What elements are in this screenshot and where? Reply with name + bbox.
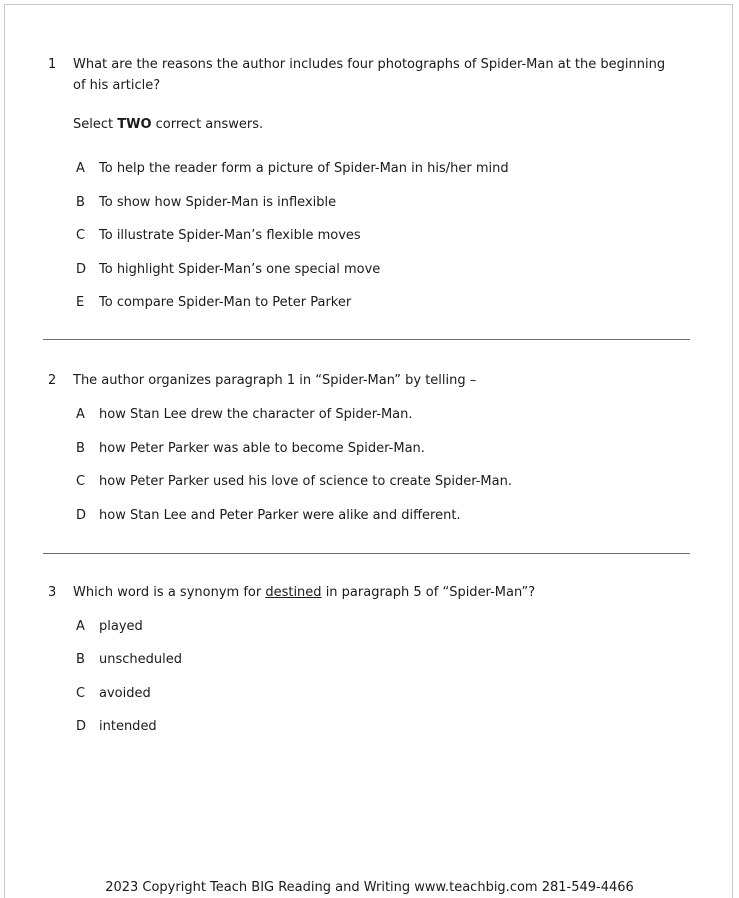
question-text: What are the reasons the author includes four photographs of Spider-Man at the beginning of his article? <box>73 57 666 93</box>
option-letter: A <box>76 161 85 176</box>
answer-option <box>76 225 673 246</box>
question-text <box>73 582 673 603</box>
underlined-word: destined <box>265 585 322 600</box>
question-number: 3 <box>48 585 57 600</box>
footer-copyright: 2023 Copyright Teach BIG Reading and Writing www.teachbig.com 281-549-4466 <box>105 880 634 895</box>
option-letter: A <box>76 618 85 634</box>
option-text: played <box>99 618 143 634</box>
option-letter: D <box>76 719 87 734</box>
answer-option <box>76 716 673 737</box>
answer-option <box>76 471 673 492</box>
question-content <box>73 582 673 750</box>
option-text: To highlight Spider-Man’s one special move <box>99 261 381 277</box>
option-text: To help the reader form a picture of Spider-Man in his/her mind <box>99 161 509 176</box>
select-bold-word: TWO <box>117 117 152 132</box>
answer-options <box>73 404 673 526</box>
answer-option <box>76 192 673 213</box>
section-divider <box>43 339 690 340</box>
option-letter: D <box>76 261 87 277</box>
option-text: how Stan Lee and Peter Parker were alike and different. <box>99 507 461 523</box>
question-text: The author organizes paragraph 1 in “Spider-Man” by telling – <box>73 373 477 388</box>
option-text: To illustrate Spider-Man’s flexible moves <box>99 228 361 243</box>
option-text: how Stan Lee drew the character of Spider-Man. <box>99 407 413 422</box>
option-text: how Peter Parker used his love of science to create Spider-Man. <box>99 474 512 489</box>
question-content <box>73 370 673 538</box>
question-2 <box>48 370 673 538</box>
option-text: intended <box>99 719 157 734</box>
option-text: unscheduled <box>99 652 182 667</box>
option-letter: B <box>76 194 85 210</box>
question-text-suffix: in paragraph 5 of “Spider-Man”? <box>321 585 536 600</box>
answer-option <box>76 649 673 670</box>
option-letter: C <box>76 228 86 243</box>
select-instruction <box>73 114 673 135</box>
answer-option <box>76 683 673 704</box>
question-content <box>73 54 673 326</box>
select-suffix: correct answers. <box>151 117 264 132</box>
section-divider <box>43 553 690 554</box>
option-letter: B <box>76 652 85 667</box>
answer-option <box>76 505 673 526</box>
option-letter: B <box>76 440 85 456</box>
answer-option <box>76 404 673 425</box>
question-text-prefix: Which word is a synonym for <box>73 585 266 600</box>
answer-options <box>73 616 673 738</box>
answer-option <box>76 616 673 637</box>
answer-option <box>76 292 673 313</box>
select-prefix: Select <box>73 117 118 132</box>
question-1 <box>48 54 673 326</box>
question-3 <box>48 582 673 750</box>
option-text: To compare Spider-Man to Peter Parker <box>99 295 352 310</box>
answer-option <box>76 259 673 280</box>
option-letter: D <box>76 507 87 523</box>
answer-option <box>76 438 673 459</box>
question-number: 1 <box>48 57 57 72</box>
option-letter: C <box>76 474 86 489</box>
option-text: To show how Spider-Man is inflexible <box>99 194 337 210</box>
option-letter: A <box>76 407 85 422</box>
question-number: 2 <box>48 373 57 388</box>
option-letter: C <box>76 685 86 701</box>
answer-option <box>76 158 673 179</box>
option-text: avoided <box>99 685 151 701</box>
option-text: how Peter Parker was able to become Spider-Man. <box>99 440 425 456</box>
answer-options <box>73 158 673 313</box>
option-letter: E <box>76 295 85 310</box>
